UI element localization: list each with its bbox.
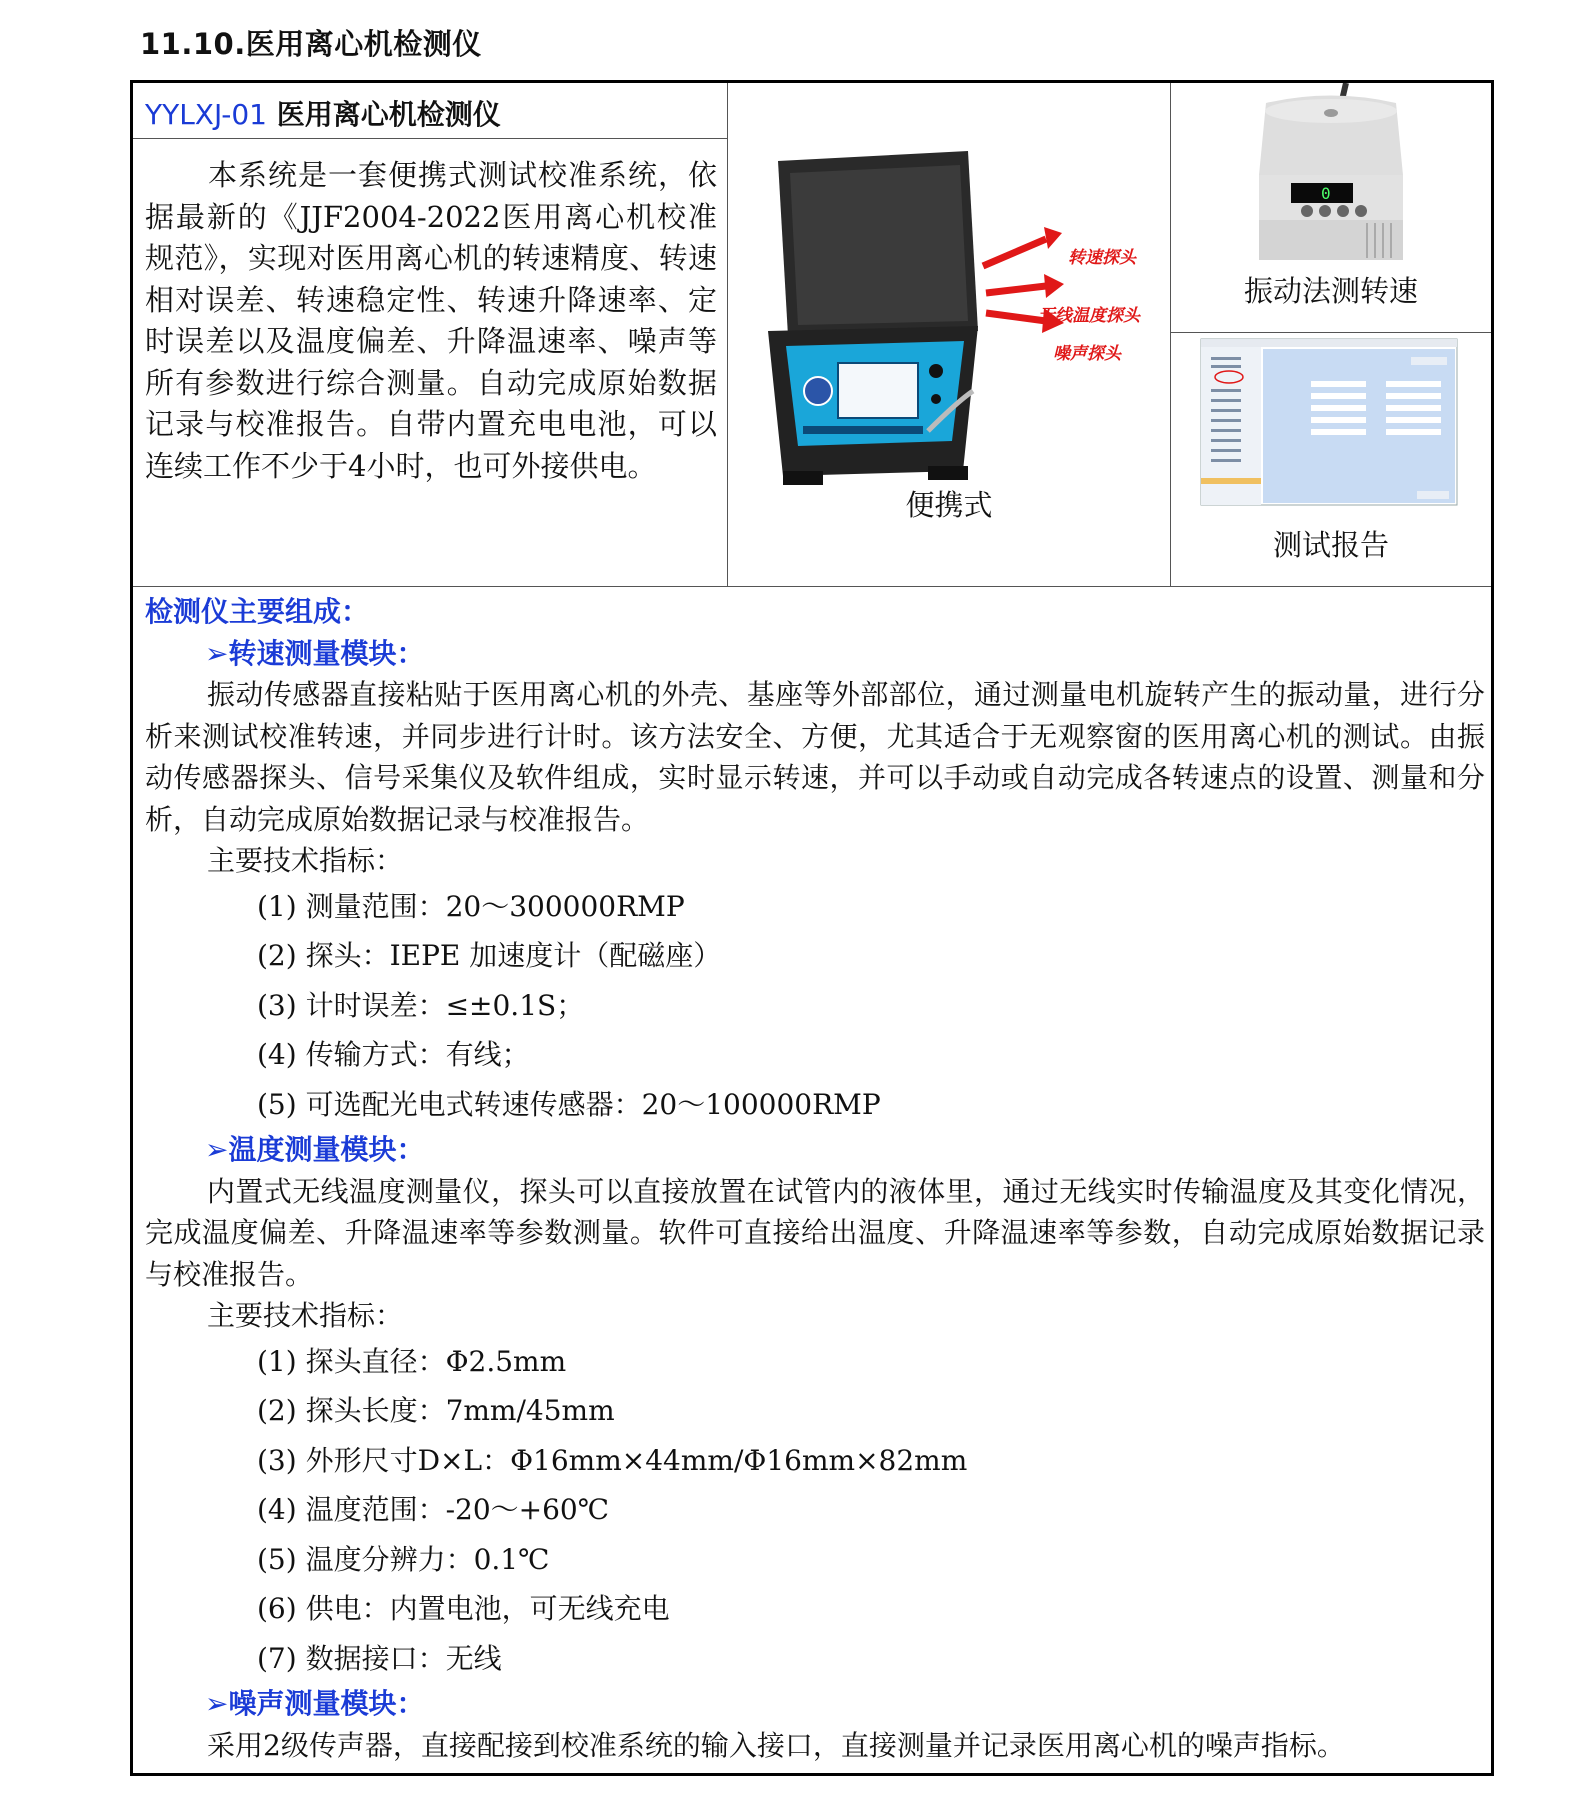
speed-module-text: 振动传感器直接粘贴于医用离心机的外壳、基座等外部部位，通过测量电机旋转产生的振动量，进行分析来测试校准转速，并同步进行计时。该方法安全、方便，尤其适合于无观察窗的医用离心机的测试。由振动传感器探头、信号采集仪及软件组成，实时显示转速，并可以手动或自动完成各转速点的设置、测量和分析，自动完成原始数据记录与校准报告。 [145, 678, 1485, 836]
speed-module-heading: ➢转速测量模块： [205, 636, 425, 670]
speed-spec-item: (3) 计时误差：≤±0.1S； [257, 988, 585, 1022]
composition-section [145, 591, 1485, 1766]
vibration-caption: 振动法测转速 [1243, 274, 1418, 308]
noise-probe-label: 噪声探头 [1053, 344, 1121, 364]
vibration-cell [1171, 83, 1491, 333]
temp-module-text: 内置式无线温度测量仪，探头可以直接放置在试管内的液体里，通过无线实时传输温度及其变化情况，完成温度偏差、升降温速率等参数测量。软件可直接给出温度、升降温速率等参数，自动完成原始数据记录与校准报告。 [145, 1174, 1485, 1291]
temp-spec-item: (5) 温度分辨力：0.1℃ [257, 1542, 550, 1576]
temp-spec-item: (6) 供电：内置电池，可无线充电 [257, 1592, 670, 1625]
speed-spec-lead: 主要技术指标： [207, 844, 404, 877]
composition-heading: 检测仪主要组成： [145, 595, 370, 628]
centrifuge-image [1171, 83, 1491, 263]
temp-spec-item: (3) 外形尺寸D×L：Φ16mm×44mm/Φ16mm×82mm [257, 1443, 968, 1477]
software-report-image [1171, 333, 1491, 513]
product-table [130, 80, 1494, 1776]
portable-caption: 便携式 [905, 488, 993, 522]
noise-module-text: 采用2级传声器，直接配接到校准系统的输入接口，直接测量并记录医用离心机的噪声指标。 [207, 1728, 1345, 1762]
temp-module-heading: ➢温度测量模块： [205, 1133, 425, 1166]
temp-spec-item: (7) 数据接口：无线 [257, 1641, 502, 1675]
temp-spec-item: (4) 温度范围：-20～+60℃ [257, 1493, 610, 1526]
intro-text: 本系统是一套便携式测试校准系统，依据最新的《JJF2004-2022医用离心机校准规范》，实现对医用离心机的转速精度、转速相对误差、转速稳定性、转速升降速率、定时误差以及温度偏差、升降温速率、噪声等所有参数进行综合测量。自动完成原始数据记录与校准报告。自带内置充电电池，可以连续工作不少于4小时，也可外接供电。 [145, 158, 717, 483]
speed-probe-label: 转速探头 [1068, 248, 1136, 268]
speed-spec-item: (2) 探头：IEPE 加速度计（配磁座） [257, 939, 722, 972]
centrifuge-readout: 0 [1321, 184, 1331, 203]
report-cell [1171, 333, 1491, 587]
report-caption: 测试报告 [1272, 528, 1389, 562]
model-code: YYLXJ-01 [145, 98, 267, 131]
temp-spec-item: (2) 探头长度：7mm/45mm [257, 1394, 615, 1427]
noise-module-heading: ➢噪声测量模块： [205, 1687, 425, 1720]
temp-spec-lead: 主要技术指标： [207, 1299, 404, 1332]
portable-cell [728, 83, 1171, 587]
temp-probe-label: 无线温度探头 [1038, 306, 1140, 326]
speed-spec-item: (4) 传输方式：有线； [257, 1038, 530, 1071]
intro-paragraph [145, 155, 717, 487]
speed-spec-item: (5) 可选配光电式转速传感器：20～100000RMP [257, 1087, 881, 1121]
product-name: 医用离心机检测仪 [266, 98, 501, 131]
temp-spec-item: (1) 探头直径：Φ2.5mm [257, 1344, 567, 1378]
intro-cell [133, 83, 728, 587]
speed-spec-item: (1) 测量范围：20～300000RMP [257, 889, 685, 923]
section-heading: 11.10.医用离心机检测仪 [140, 27, 482, 61]
product-title [133, 83, 728, 139]
